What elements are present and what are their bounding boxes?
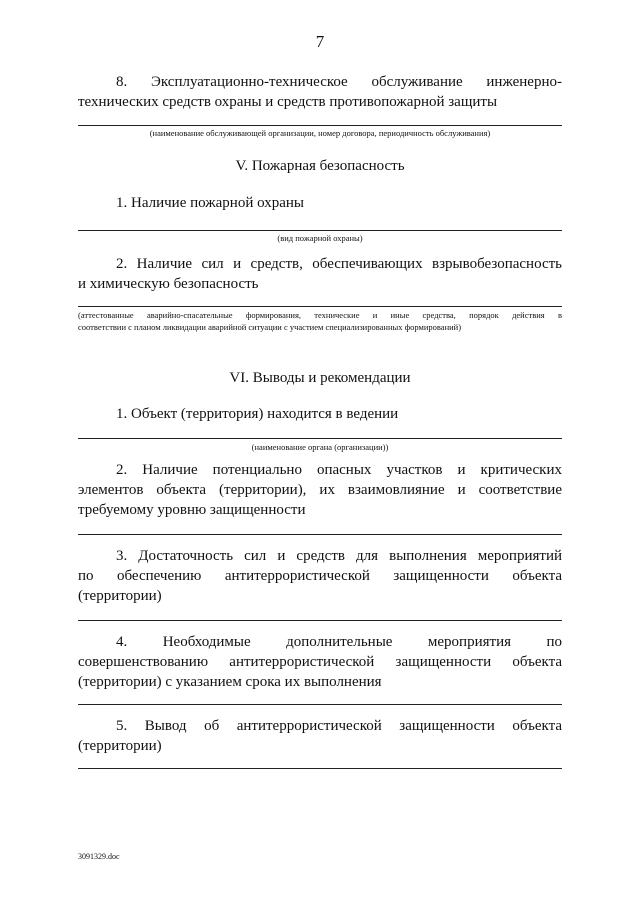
section-5-item-1-text: 1. Наличие пожарной охраны xyxy=(116,195,304,211)
document-code: 3091329.doc xyxy=(78,852,120,861)
section-6-item-3 xyxy=(78,546,562,606)
item-8-line-1: 8. Эксплуатационно-техническое обслуживание инженерно- xyxy=(116,74,562,90)
section-5-item-2 xyxy=(78,254,562,294)
section-6-item-4 xyxy=(78,632,562,692)
fill-in-line xyxy=(78,534,562,535)
item-8-line-2: технических средств охраны и средств противопожарной защиты xyxy=(78,94,498,110)
section-5-item-1 xyxy=(78,193,562,213)
item-8-caption: (наименование обслуживающей организации, номер договора, периодичность обслуживания) xyxy=(149,128,491,138)
section-6-item-1-caption: (наименование органа (организации)) xyxy=(251,442,389,452)
section-5-item-1-caption: (вид пожарной охраны) xyxy=(277,233,363,243)
section-6-item-5-line-2: (территории) xyxy=(78,738,162,754)
section-6-item-4-line-1: 4. Необходимые дополнительные мероприятия по xyxy=(116,634,562,650)
fill-in-line xyxy=(78,306,562,307)
section-6-item-3-line-1: 3. Достаточность сил и средств для выполнения мероприятий xyxy=(116,548,562,564)
page-number: 7 xyxy=(315,32,325,51)
section-6-item-3-line-3: (территории) xyxy=(78,588,162,604)
fill-in-line xyxy=(78,768,562,769)
fill-in-line xyxy=(78,620,562,621)
section-6-title: VI. Выводы и рекомендации xyxy=(229,370,411,386)
section-6-item-1 xyxy=(78,404,562,424)
fill-in-line xyxy=(78,438,562,439)
section-6-item-2-line-1: 2. Наличие потенциально опасных участков и критических xyxy=(116,462,562,478)
section-6-item-2 xyxy=(78,460,562,520)
fill-in-line xyxy=(78,230,562,231)
section-6-item-4-line-3: (территории) с указанием срока их выполнения xyxy=(78,674,382,690)
item-8-paragraph xyxy=(78,72,562,112)
section-5-item-2-line-2: и химическую безопасность xyxy=(78,276,259,292)
fill-in-line xyxy=(78,125,562,126)
section-6-item-1-text: 1. Объект (территория) находится в ведении xyxy=(116,406,399,422)
section-5-item-2-caption-line-1: (аттестованные аварийно-спасательные формирования, технические и иные средства, порядок действия в xyxy=(78,310,562,320)
section-6-item-2-line-3: требуемому уровню защищенности xyxy=(78,502,306,518)
section-6-item-5 xyxy=(78,716,562,756)
section-6-item-4-line-2: совершенствованию антитеррористической защищенности объекта xyxy=(78,654,562,670)
section-6-item-3-line-2: по обеспечению антитеррористической защищенности объекта xyxy=(78,568,562,584)
fill-in-line xyxy=(78,704,562,705)
section-6-item-2-line-2: элементов объекта (территории), их взаимовлияние и соответствие xyxy=(78,482,562,498)
section-5-title: V. Пожарная безопасность xyxy=(235,158,405,174)
section-6-item-5-line-1: 5. Вывод об антитеррористической защищенности объекта xyxy=(116,718,562,734)
section-5-item-2-line-1: 2. Наличие сил и средств, обеспечивающих взрывобезопасность xyxy=(116,256,562,272)
section-5-item-2-caption-line-2: соответствии с планом ликвидации аварийной ситуации с участием специализированных формирований) xyxy=(78,322,462,332)
section-5-item-2-caption xyxy=(78,309,562,333)
